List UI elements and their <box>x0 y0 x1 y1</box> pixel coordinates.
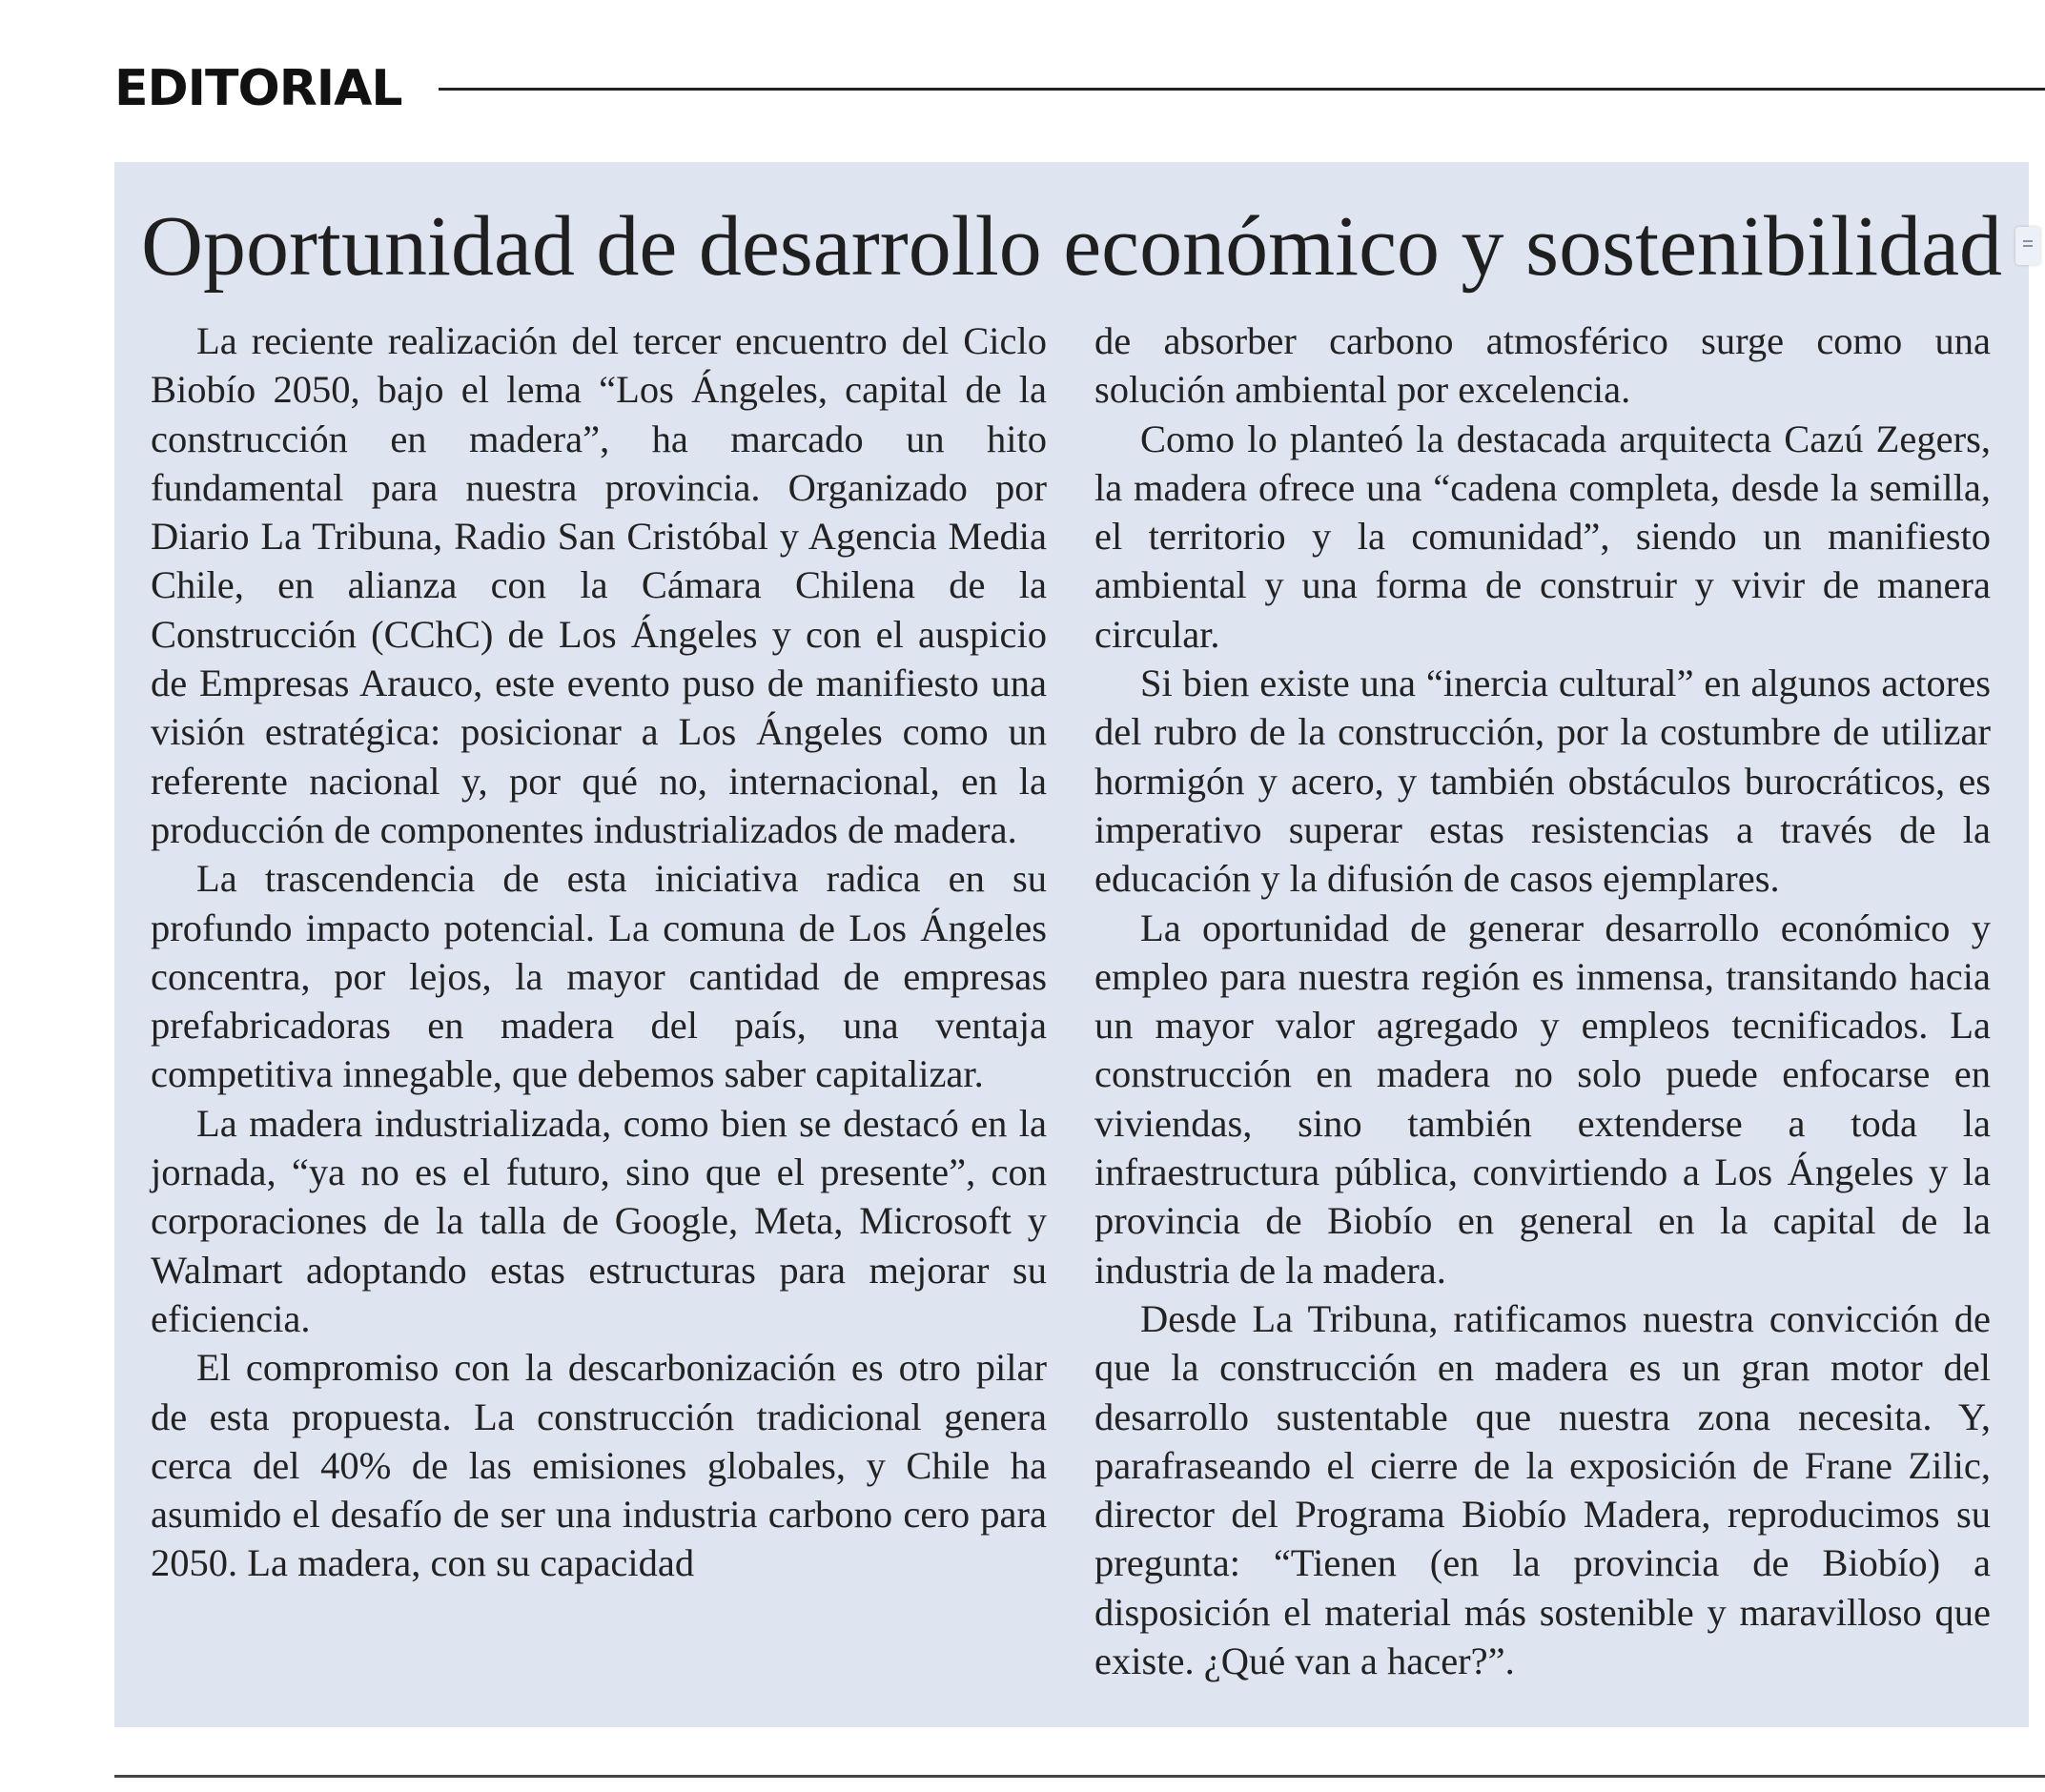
bottom-rule <box>114 1775 2045 1778</box>
paragraph-continuation: de absorber carbono atmosférico surge como una solución ambiental por excelencia. <box>1094 319 1991 412</box>
paragraph: Si bien existe una “inercia cultural” en algunos actores del rubro de la construcción, por la costumbre de utilizar hormigón y acero, y también obstáculos burocráticos, es imperativo superar estas resistencias a través de la educación y la difusión de casos ejemplares. <box>1094 662 1991 901</box>
right-column <box>1094 316 1991 1685</box>
paragraph: La oportunidad de generar desarrollo económico y empleo para nuestra región es inmensa, transitando hacia un mayor valor agregado y empleos tecnificados. La construcción en madera no solo puede enfocarse en viviendas, sino también extenderse a toda la infraestructura pública, convirtiendo a Los Ángeles y la provincia de Biobío en general en la capital de la industria de la madera. <box>1094 906 1991 1292</box>
paragraph: La reciente realización del tercer encuentro del Ciclo Biobío 2050, bajo el lema “Los Ángeles, capital de la construcción en madera”, ha marcado un hito fundamental para nuestra provincia. Organizado por Diario La Tribuna, Radio San Cristóbal y Agencia Media Chile, en alianza con la Cámara Chilena de la Construcción (CChC) de Los Ángeles y con el auspicio de Empresas Arauco, este evento puso de manifiesto una visión estratégica: posicionar a Los Ángeles como un referente nacional y, por qué no, internacional, en la producción de componentes industrializados de madera. <box>151 319 1047 851</box>
left-column <box>151 316 1047 1588</box>
article-headline: Oportunidad de desarrollo económico y sostenibilidad <box>140 199 2003 294</box>
section-label: EDITORIAL <box>114 60 402 117</box>
paragraph: El compromiso con la descarbonización es otro pilar de esta propuesta. La construcción tradicional genera cerca del 40% de las emisiones globales, y Chile ha asumido el desafío de ser una industria carbono cero para 2050. La madera, con su capacidad <box>151 1346 1047 1585</box>
section-header <box>114 55 2045 122</box>
header-rule <box>439 88 2045 91</box>
paragraph: Como lo planteó la destacada arquitecta Cazú Zegers, la madera ofrece una “cadena completa, desde la semilla, el territorio y la comunidad”, siendo un manifiesto ambiental y una forma de construir y vivir de manera circular. <box>1094 417 1991 656</box>
paragraph: La trascendencia de esta iniciativa radica en su profundo impacto potencial. La comuna de Los Ángeles concentra, por lejos, la mayor cantidad de empresas prefabricadoras en madera del país, una ventaja competitiva innegable, que debemos saber capitalizar. <box>151 857 1047 1096</box>
editorial-article <box>114 162 2029 1727</box>
paragraph: La madera industrializada, como bien se destacó en la jornada, “ya no es el futuro, sino que el presente”, con corporaciones de la talla de Google, Meta, Microsoft y Walmart adoptando estas estructuras para mejorar su eficiencia. <box>151 1101 1047 1340</box>
paragraph: Desde La Tribuna, ratificamos nuestra convicción de que la construcción en madera es un gran motor del desarrollo sustentable que nuestra zona necesita. Y, parafraseando el cierre de la exposición de Frane Zilic, director del Programa Biobío Madera, reproducimos su pregunta: “Tienen (en la provincia de Biobío) a disposición el material más sostenible y maravilloso que existe. ¿Qué van a hacer?”. <box>1094 1296 1991 1683</box>
note-marker-icon[interactable] <box>2015 227 2040 265</box>
